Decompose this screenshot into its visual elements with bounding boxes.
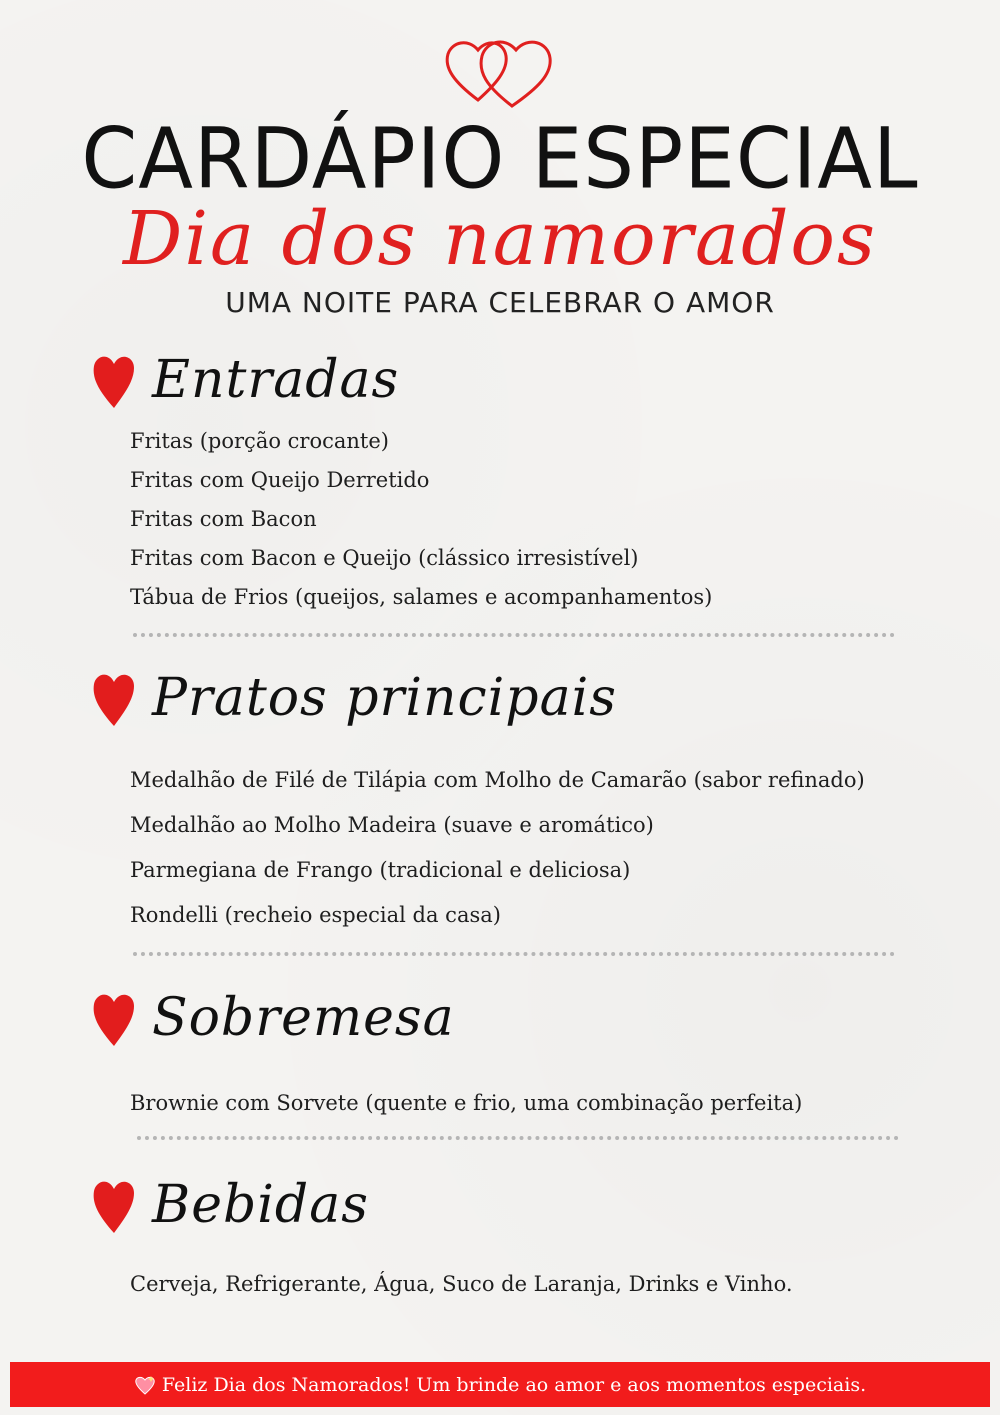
dotted-divider [137, 1136, 899, 1140]
list-item: Brownie com Sorvete (quente e frio, uma combinação perfeita) [130, 1091, 803, 1115]
list-item: Fritas (porção crocante) [130, 429, 389, 453]
menu-subtitle: Dia dos namorados [123, 196, 877, 282]
double-heart-outline-icon [440, 30, 560, 110]
section-header-entradas [90, 340, 399, 420]
section-title-entradas: Entradas [152, 350, 400, 410]
pratos-list [130, 758, 865, 938]
section-title-pratos: Pratos principais [152, 668, 617, 728]
list-item: Rondelli (recheio especial da casa) [130, 903, 501, 927]
section-header-sobremesa [90, 978, 455, 1058]
list-item: Medalhão ao Molho Madeira (suave e aromático) [130, 813, 654, 837]
list-item: Medalhão de Filé de Tilápia com Molho de Camarão (sabor refinado) [130, 768, 865, 792]
heart-icon [90, 1175, 138, 1235]
list-item: Parmegiana de Frango (tradicional e deliciosa) [130, 858, 631, 882]
dotted-divider [133, 952, 895, 956]
dotted-divider [133, 633, 895, 637]
heart-icon [90, 350, 138, 410]
footer-banner [10, 1362, 990, 1407]
list-item: Tábua de Frios (queijos, salames e acompanhamentos) [130, 585, 713, 609]
section-title-bebidas: Bebidas [152, 1175, 369, 1235]
entradas-list [130, 422, 712, 617]
heart-icon [90, 988, 138, 1048]
list-item: Fritas com Bacon e Queijo (clássico irresistível) [130, 546, 639, 570]
list-item: Fritas com Bacon [130, 507, 317, 531]
footer-text: Feliz Dia dos Namorados! Um brinde ao amor e aos momentos especiais. [161, 1373, 867, 1396]
bebidas-list [130, 1265, 793, 1303]
section-header-pratos [90, 658, 617, 738]
list-item: Fritas com Queijo Derretido [130, 468, 430, 492]
heart-icon [90, 668, 138, 728]
menu-title: CARDÁPIO ESPECIAL [81, 109, 919, 208]
sparkling-heart-icon [134, 1375, 156, 1395]
section-title-sobremesa: Sobremesa [152, 988, 455, 1048]
section-header-bebidas [90, 1165, 369, 1245]
sobremesa-list [130, 1084, 802, 1122]
list-item: Cerveja, Refrigerante, Água, Suco de Laranja, Drinks e Vinho. [130, 1272, 793, 1296]
menu-tagline: UMA NOITE PARA CELEBRAR O AMOR [225, 286, 775, 319]
